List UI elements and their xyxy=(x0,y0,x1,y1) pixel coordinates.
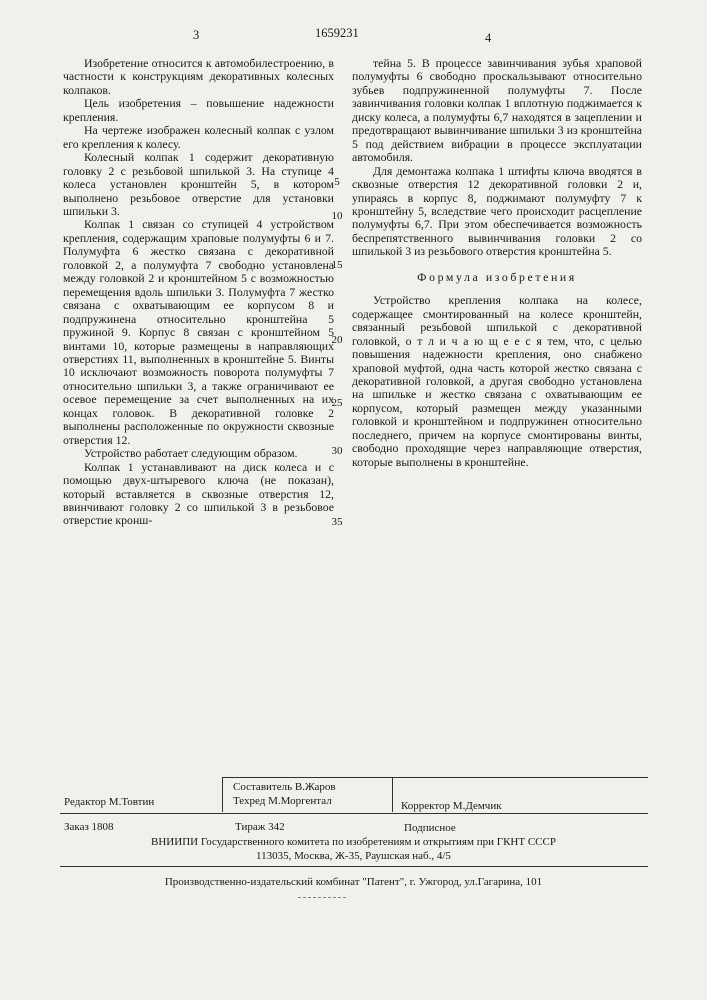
credit-corrector: Корректор М.Демчик xyxy=(401,800,502,812)
footer-top-rule xyxy=(222,777,648,778)
page-number-right: 4 xyxy=(485,31,492,45)
scan-artifact xyxy=(298,897,346,898)
paragraph: Цель изобретения – повышение надежности крепления. xyxy=(63,96,334,124)
imprint-organization: ВНИИПИ Государственного комитета по изобретениям и открытиям при ГКНТ СССР xyxy=(151,836,556,848)
patent-number: 1659231 xyxy=(315,26,359,40)
paragraph: Изобретение относится к автомобилестроению, в частности к конструкциям декоративных колесных колпаков. xyxy=(63,56,334,97)
paragraph: Для демонтажа колпака 1 штифты ключа вводятся в сквозные отверстия 12 декоративной головки 2 и, упираясь в корпус 8, поджимают полумуфту 7 к кронштейну 5, вследствие чего происходит расцепление полумуфты 6,7. При этом обеспечивается возможность беспрепятственного вывинчивания головки 2 со шпилькой 3 из резьбового отверстия кронштейна 5. xyxy=(352,163,642,259)
paragraph: Колпак 1 связан со ступицей 4 устройством крепления, содержащим храповые полумуфты 6 и 7. Полумуфта 6 жестко связана с декоративной головкой 2, а полумуфта 7 свободно установлена между головкой 2 и кронштейном 5 с возможностью перемещения вдоль шпильки 3. Полумуфта 7 жестко связана с охватывающим ее корпусом 8 и подпружинена относительно кронштейна 5 пружиной 9. Корпус 8 связан с кронштейном 5 винтами 10, которые размещены в направляющих отверстиях 11, выполненных в кронштейне 5. Винты 10 исключают возможность поворота полумуфты 7 относительно шпильки 3, а также ограничивают ее осевое перемещение за счет выполненных на их концах головок. В декоративной головке 2 выполнены расположенные по окружности сквозные отверстия 12. xyxy=(63,217,334,447)
line-number: 20 xyxy=(331,334,343,346)
imprint-printer: Производственно-издательский комбинат "Патент", г. Ужгород, ул.Гагарина, 101 xyxy=(164,876,543,888)
paragraph: Колесный колпак 1 содержит декоративную головку 2 с резьбовой шпилькой 3. На ступице 4 колеса установлен кронштейн 5, в котором выполнено резьбовое отверстие для установки шпильки 3. xyxy=(63,150,334,218)
line-number: 35 xyxy=(331,516,343,528)
paragraph: Устройство работает следующим образом. xyxy=(84,446,298,461)
line-number: 5 xyxy=(334,176,340,188)
paragraph: Колпак 1 устанавливают на диск колеса и с помощью двух-штыревого ключа (не показан), который вставляется в сквозные отверстия 12, ввинчивают головку 2 со шпилькой 3 в резьбовое отверстие кронш- xyxy=(63,459,334,528)
footer-bottom-rule xyxy=(60,866,648,867)
line-number: 25 xyxy=(331,397,343,409)
imprint-tirage: Тираж 342 xyxy=(235,821,285,833)
line-number: 15 xyxy=(331,259,343,271)
paragraph: На чертеже изображен колесный колпак с узлом его крепления к колесу. xyxy=(63,123,334,151)
formula-heading: Формула изобретения xyxy=(417,269,577,284)
line-number: 30 xyxy=(331,445,343,457)
right-text-column xyxy=(352,57,642,469)
page-number-left: 3 xyxy=(193,28,200,42)
imprint-order: Заказ 1808 xyxy=(64,821,114,833)
paragraph: тейна 5. В процессе завинчивания зубья храповой полумуфты 6 свободно проскальзывают относительно зубьев подпружиненной полумуфты 7. После завинчивания головки колпак 1 вплотную поджимается к диску колеса, а полумуфты 6,7 находятся в зацеплении и предотвращают вывинчивание шпильки 3 из кронштейна 5 под действием вибрации в процессе эксплуатации автомобиля. xyxy=(352,56,642,165)
left-text-column xyxy=(63,57,334,528)
credit-editor: Редактор М.Товтин xyxy=(64,796,155,808)
formula-paragraph: Устройство крепления колпака на колесе, содержащее смонтированный на колесе кронштейн, связанный резьбовой шпилькой с декоративной головкой, о т л и ч а ю щ е е с я тем, что, с целью повышения надежности крепления, оно снабжено храповой муфтой, одна часть которой жестко связана с декоративной головкой, а другая свободно установлена на шпильке и жестко связана с охватывающим ее корпусом, который размещен между указанными головкой и кронштейном и подпружинен относительно последнего, причем на корпусе смонтированы винты, свободно проходящие через направляющие отверстия, которые выполнены в кронштейне. xyxy=(352,293,642,469)
imprint-subscription: Подписное xyxy=(404,822,456,834)
credit-compiler: Составитель В.Жаров xyxy=(233,781,336,793)
imprint-address: 113035, Москва, Ж-35, Раушская наб., 4/5 xyxy=(256,850,451,862)
footer-middle-rule xyxy=(60,813,648,814)
line-number: 10 xyxy=(331,210,343,222)
credit-techred: Техред М.Моргентал xyxy=(233,795,332,807)
footer-vertical-divider xyxy=(222,777,223,812)
footer-vertical-divider xyxy=(392,777,393,812)
